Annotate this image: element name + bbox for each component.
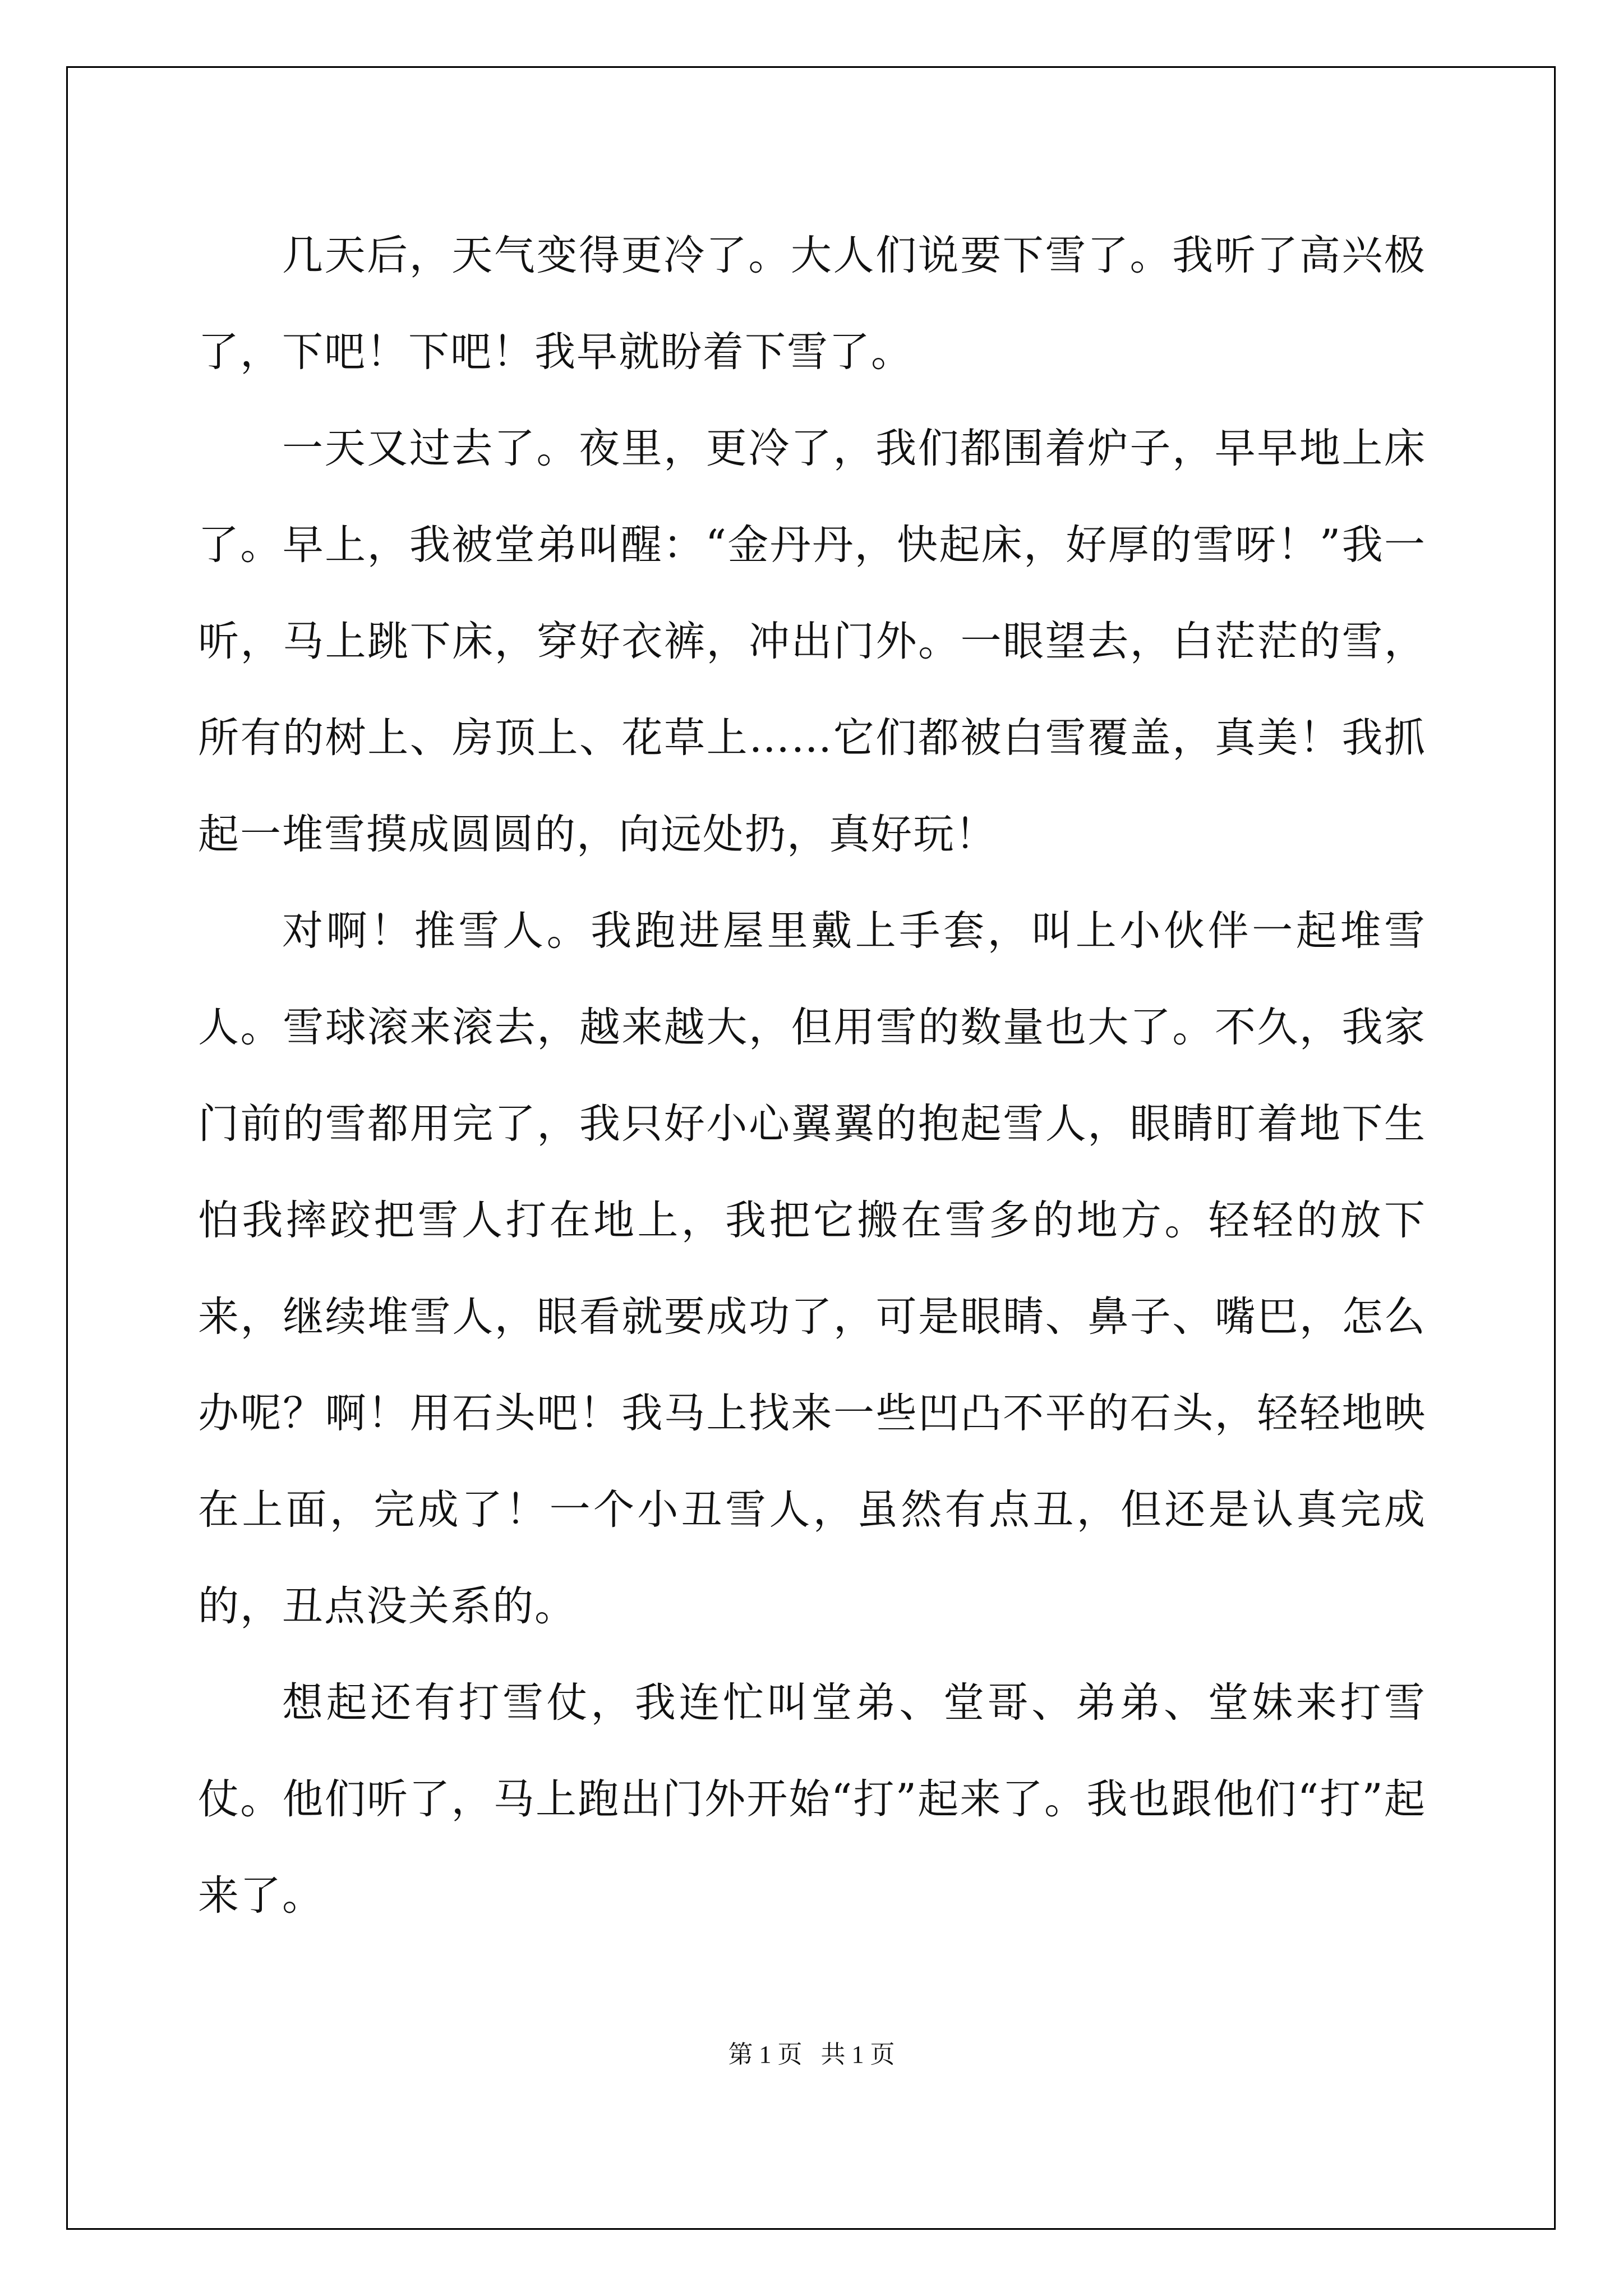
paragraph: 一天又过去了。夜里，更冷了，我们都围着炉子，早早地上床了。早上，我被堂弟叫醒：“金丹丹，快起床，好厚的雪呀！”我一听，马上跳下床，穿好衣裤，冲出门外。一眼望去，白茫茫的雪，所有的树上、房顶上、花草上……它们都被白雪覆盖，真美！我抓起一堆雪摸成圆圆的，向远处扔，真好玩！ [198,425,1426,858]
document-body [198,208,1426,1944]
paragraph: 几天后，天气变得更冷了。大人们说要下雪了。我听了高兴极了，下吧！下吧！我早就盼着下雪了。 [198,232,1426,376]
page-number-footer: 第 1 页 共 1 页 [728,2041,895,2068]
paragraph: 对啊！推雪人。我跑进屋里戴上手套，叫上小伙伴一起堆雪人。雪球滚来滚去，越来越大，但用雪的数量也大了。不久，我家门前的雪都用完了，我只好小心翼翼的抱起雪人，眼睛盯着地下生怕我摔跤把雪人打在地上，我把它搬在雪多的地方。轻轻的放下来，继续堆雪人，眼看就要成功了，可是眼睛、鼻子、嘴巴，怎么办呢？啊！用石头吧！我马上找来一些凹凸不平的石头，轻轻地映在上面，完成了！一个小丑雪人，虽然有点丑，但还是认真完成的，丑点没关系的。 [198,907,1426,1630]
paragraph: 想起还有打雪仗，我连忙叫堂弟、堂哥、弟弟、堂妹来打雪仗。他们听了，马上跑出门外开始“打”起来了。我也跟他们“打”起来了。 [198,1679,1426,1920]
